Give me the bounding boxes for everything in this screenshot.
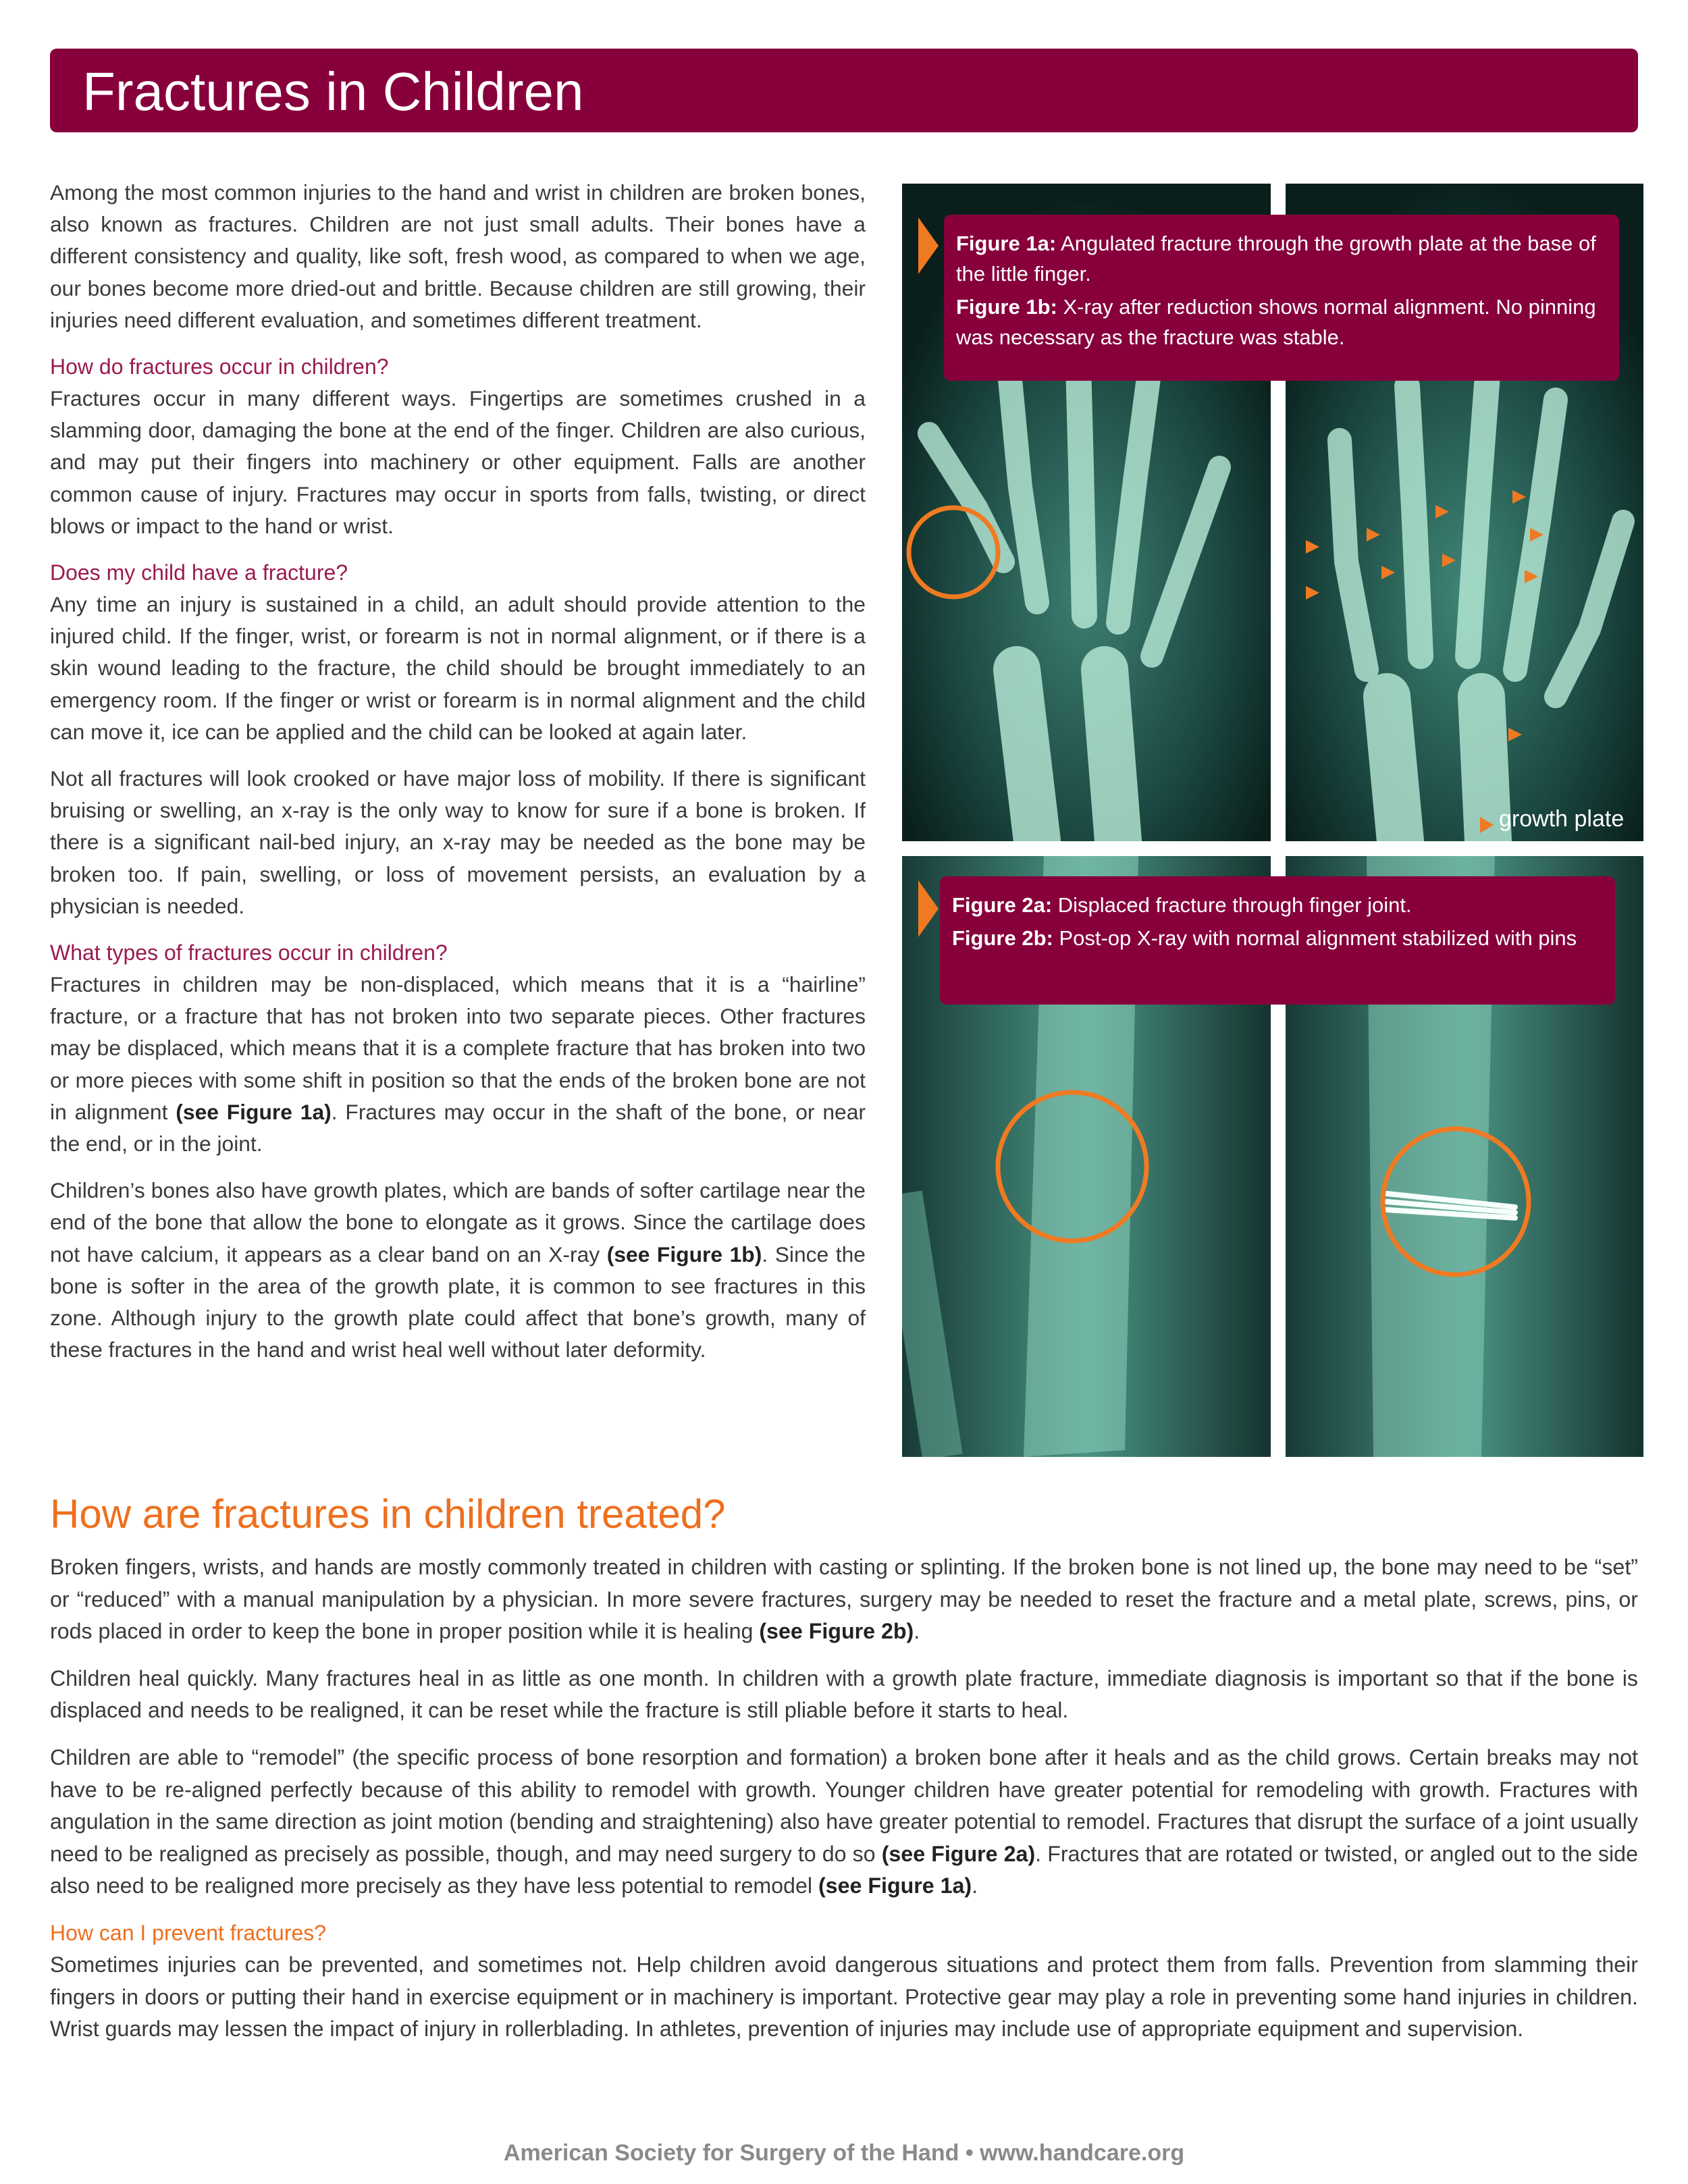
heading-prevent-fractures: How can I prevent fractures? xyxy=(50,1920,327,1945)
treatment-text-1a: Broken fingers, wrists, and hands are mostly commonly treated in children with casting or splinting. If the broken bone is not lined up, the bone may need to be “set” or “reduced” with a manual manipulation by a physician. In more severe fractures, surgery may be needed to reset the fracture and a metal plate, screws, pins, or rods placed in order to keep the bone in proper position while it is healing xyxy=(50,1555,1638,1644)
figure-ref-2b: (see Figure 2b) xyxy=(759,1619,914,1644)
figure-1b-label: Figure 1b: xyxy=(956,295,1057,319)
treatment-text-3a: Children are able to “remodel” (the specific process of bone resorption and formation) a broken bone after it heals and as the child grows. Certain breaks may not have to be re-aligned perfectly because of this ability to remodel with growth. Younger children have greater potential for remodeling with growth. Fractures with angulation in the same direction as joint motion (bending and straightening) also have greater potential to remodel. Fractures that disrupt the surface of a joint usually need to be realigned as precisely as possible, though, and may need surgery to do so xyxy=(50,1744,1638,1866)
does-paragraph-1: Any time an injury is sustained in a child, an adult should provide attention to the injured child. If the finger, wrist, or forearm is not in normal alignment, or if there is a skin wound leading to the fracture, the child should be brought immediately to an emergency room. If the finger or wrist or forearm is in normal alignment and the child can move it, ice can be applied and the child can be looked at again later. xyxy=(50,592,866,744)
figure-ref-1b: (see Figure 1b) xyxy=(606,1242,762,1267)
how-paragraph: Fractures occur in many different ways. Fingertips are sometimes crushed in a slamming door, damaging the bone at the end of the finger. Children are also curious, and may put their fingers into machinery or other equipment. Falls are another common cause of injury. Fractures may occur in sports from falls, twisting, or direct blows or impact to the hand or wrist. xyxy=(50,386,866,538)
figure-2a-label: Figure 2a: xyxy=(952,893,1053,917)
title-banner xyxy=(50,49,1638,132)
heading-does-child-have-fracture: Does my child have a fracture? xyxy=(50,560,348,585)
figure-ref-1a: (see Figure 1a) xyxy=(176,1099,332,1124)
treatment-section xyxy=(50,1551,1638,2060)
treatment-text-3c: . xyxy=(972,1873,978,1898)
types-paragraph xyxy=(50,969,866,1160)
treatment-text-1b: . xyxy=(914,1619,920,1644)
treatment-paragraph-3 xyxy=(50,1742,1638,1902)
growth-paragraph xyxy=(50,1175,866,1366)
caption-figure-2a xyxy=(952,890,1603,920)
caption-figure-2b xyxy=(952,923,1603,953)
footer: American Society for Surgery of the Hand • www.handcare.org xyxy=(503,2140,1185,2166)
page-title: Fractures in Children xyxy=(82,61,584,122)
types-text-b: . Fractures may occur in the shaft of the bone, or near the end, or in the joint. xyxy=(50,1099,866,1156)
figure-ref-2a: (see Figure 2a) xyxy=(881,1841,1036,1866)
caption-figure-1b xyxy=(956,292,1607,352)
figure-1b-text: X-ray after reduction shows normal alignment. No pinning was necessary as the fracture was stable. xyxy=(956,295,1596,349)
growth-text-b: . Since the bone is softer in the area of the growth plate, it is common to see fractures in this zone. Although injury to the growth plate could affect that bone’s growth, many of these fractures in the hand and wrist heal well without later deformity. xyxy=(50,1242,866,1362)
treatment-paragraph-1 xyxy=(50,1551,1638,1648)
prevention-paragraph: Sometimes injuries can be prevented, and sometimes not. Help children avoid dangerous situations and protect them from falls. Prevention from slamming their fingers in doors or putting their hand in exercise equipment or in machinery is important. Protective gear may play a role in preventing some hand injuries in children. Wrist guards may lessen the impact of injury in rollerblading. In athletes, prevention of injuries may include use of appropriate equipment and supervision. xyxy=(50,1952,1638,2042)
treatment-heading: How are fractures in children treated? xyxy=(50,1491,726,1537)
intro-column xyxy=(50,177,866,1381)
intro-paragraph: Among the most common injuries to the hand and wrist in children are broken bones, also known as fractures. Children are not just small adults. Their bones have a different consistency and quality, like soft, fresh wood, as compared to when we age, our bones become more dried-out and brittle. Because children are still growing, their injuries need different evaluation, and sometimes different treatment. xyxy=(50,180,866,332)
figure-2-caption xyxy=(940,876,1615,1005)
figure-ref-1a-second: (see Figure 1a) xyxy=(818,1873,972,1898)
figure-2b-text: Post-op X-ray with normal alignment stabilized with pins xyxy=(1053,926,1577,950)
figure-1a-text: Angulated fracture through the growth plate at the base of the little finger. xyxy=(956,232,1596,286)
heading-how-fractures-occur: How do fractures occur in children? xyxy=(50,354,389,379)
figure-1-caption xyxy=(944,215,1619,381)
treatment-paragraph-2: Children heal quickly. Many fractures heal in as little as one month. In children with a growth plate fracture, immediate diagnosis is important so that if the bone is displaced and needs to be realigned, it can be reset while the fracture is still pliable before it starts to heal. xyxy=(50,1666,1638,1723)
caption-pointer-2 xyxy=(918,880,939,937)
types-text-a: Fractures in children may be non-displaced, which means that it is a “hairline” fracture, or a fracture that has not broken into two separate pieces. Other fractures may be displaced, which means that it is a complete fracture that has broken into two or more pieces with some shift in position so that the ends of the broken bone are not in alignment xyxy=(50,972,866,1124)
caption-figure-1a xyxy=(956,228,1607,289)
growth-plate-legend-arrow xyxy=(1480,817,1494,833)
growth-plate-label: growth plate xyxy=(1499,806,1625,832)
does-paragraph-2: Not all fractures will look crooked or have major loss of mobility. If there is significant bruising or swelling, an x-ray is the only way to know for sure if a bone is broken. If there is a significant nail-bed injury, an x-ray may be needed as the bone may be broken too. If pain, swelling, or loss of movement persists, an evaluation by a physician is needed. xyxy=(50,766,866,918)
figure-2a-text: Displaced fracture through finger joint. xyxy=(1052,893,1412,917)
treatment-text-3b: . Fractures that are rotated or twisted, or angled out to the side also need to be realigned more precisely as they have less potential to remodel xyxy=(50,1841,1638,1898)
caption-pointer-1 xyxy=(918,217,939,274)
figure-2b-label: Figure 2b: xyxy=(952,926,1053,950)
growth-text-a: Children’s bones also have growth plates, which are bands of softer cartilage near the end of the bone that allow the bone to elongate as it grows. Since the cartilage does not have calcium, it appears as a clear band on an X-ray xyxy=(50,1178,866,1267)
heading-fracture-types: What types of fractures occur in children? xyxy=(50,940,448,965)
figure-1a-label: Figure 1a: xyxy=(956,232,1057,255)
